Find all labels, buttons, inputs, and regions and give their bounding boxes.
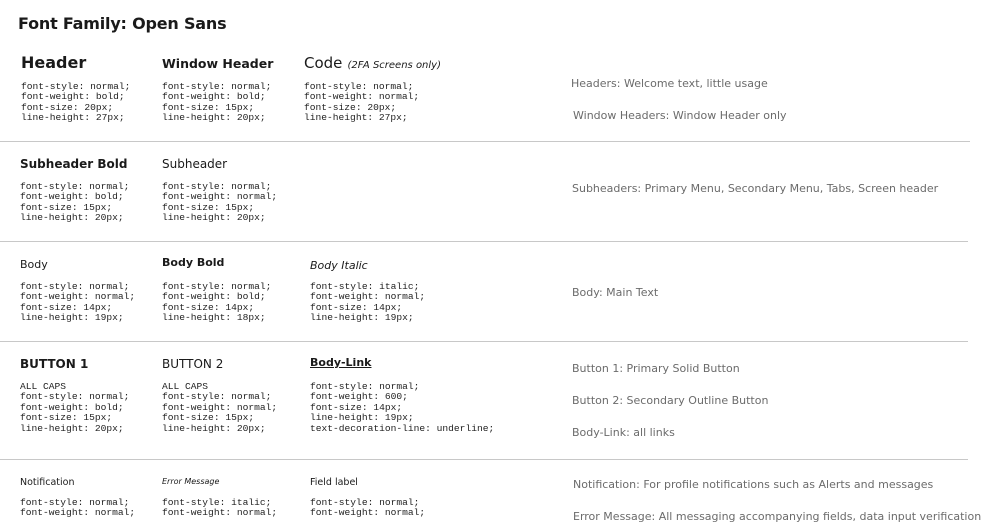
body-link-sample-label: Body-Link [310,356,372,369]
body-italic-specs: font-style: italic; font-weight: normal; font-size: 14px; line-height: 19px; [310,281,426,324]
error-message-specs: font-style: italic; font-weight: normal; [162,497,278,519]
usage-note: Button 1: Primary Solid Button [572,362,740,375]
subheader-sample-label: Subheader [162,157,228,171]
field-label-sample-label: Field label [310,477,358,488]
header-specs: font-style: normal; font-weight: bold; font-size: 20px; line-height: 27px; [21,81,131,124]
usage-note: Body: Main Text [572,286,659,299]
usage-note: Window Headers: Window Header only [573,109,787,122]
section-divider [0,141,970,142]
button1-sample-label: BUTTON 1 [20,357,89,371]
field-label-specs: font-style: normal; font-weight: normal; [310,497,426,519]
usage-note: Subheaders: Primary Menu, Secondary Menu, Tabs, Screen header [572,182,939,195]
subheader-bold-sample-label: Subheader Bold [20,157,128,171]
usage-note: Body-Link: all links [572,426,675,439]
code-sample-heading [304,53,441,72]
body-sample-label: Body [20,258,48,271]
usage-note: Error Message: All messaging accompanying fields, data input verification [573,510,982,523]
section-divider [0,341,968,342]
code-specs: font-style: normal; font-weight: normal; font-size: 20px; line-height: 27px; [304,81,420,124]
body-link-specs: font-style: normal; font-weight: 600; font-size: 14px; line-height: 19px; text-decoration-line: underline; [310,381,495,434]
button1-specs: ALL CAPS font-style: normal; font-weight: bold; font-size: 15px; line-height: 20px; [20,381,130,434]
code-sample-note: (2FA Screens only) [347,60,441,71]
button2-sample-label: BUTTON 2 [162,357,224,371]
body-bold-specs: font-style: normal; font-weight: bold; font-size: 14px; line-height: 18px; [162,281,272,324]
error-message-sample-label: Error Message [162,477,220,486]
section-divider [0,459,968,460]
section-divider [0,241,968,242]
button2-specs: ALL CAPS font-style: normal; font-weight: normal; font-size: 15px; line-height: 20px; [162,381,278,434]
body-specs: font-style: normal; font-weight: normal; font-size: 14px; line-height: 19px; [20,281,136,324]
body-italic-sample-label: Body Italic [310,259,368,272]
header-sample-label: Header [21,53,87,72]
notification-sample-label: Notification [20,477,75,488]
page-title: Font Family: Open Sans [18,14,227,33]
window-header-sample-label: Window Header [162,56,274,71]
usage-note: Notification: For profile notifications such as Alerts and messages [573,478,934,491]
notification-specs: font-style: normal; font-weight: normal; [20,497,136,519]
code-sample-label: Code [304,54,343,72]
window-header-specs: font-style: normal; font-weight: bold; font-size: 15px; line-height: 20px; [162,81,272,124]
subheader-bold-specs: font-style: normal; font-weight: bold; font-size: 15px; line-height: 20px; [20,181,130,224]
body-bold-sample-label: Body Bold [162,256,225,269]
usage-note: Button 2: Secondary Outline Button [572,394,769,407]
subheader-specs: font-style: normal; font-weight: normal; font-size: 15px; line-height: 20px; [162,181,278,224]
usage-note: Headers: Welcome text, little usage [571,77,768,90]
